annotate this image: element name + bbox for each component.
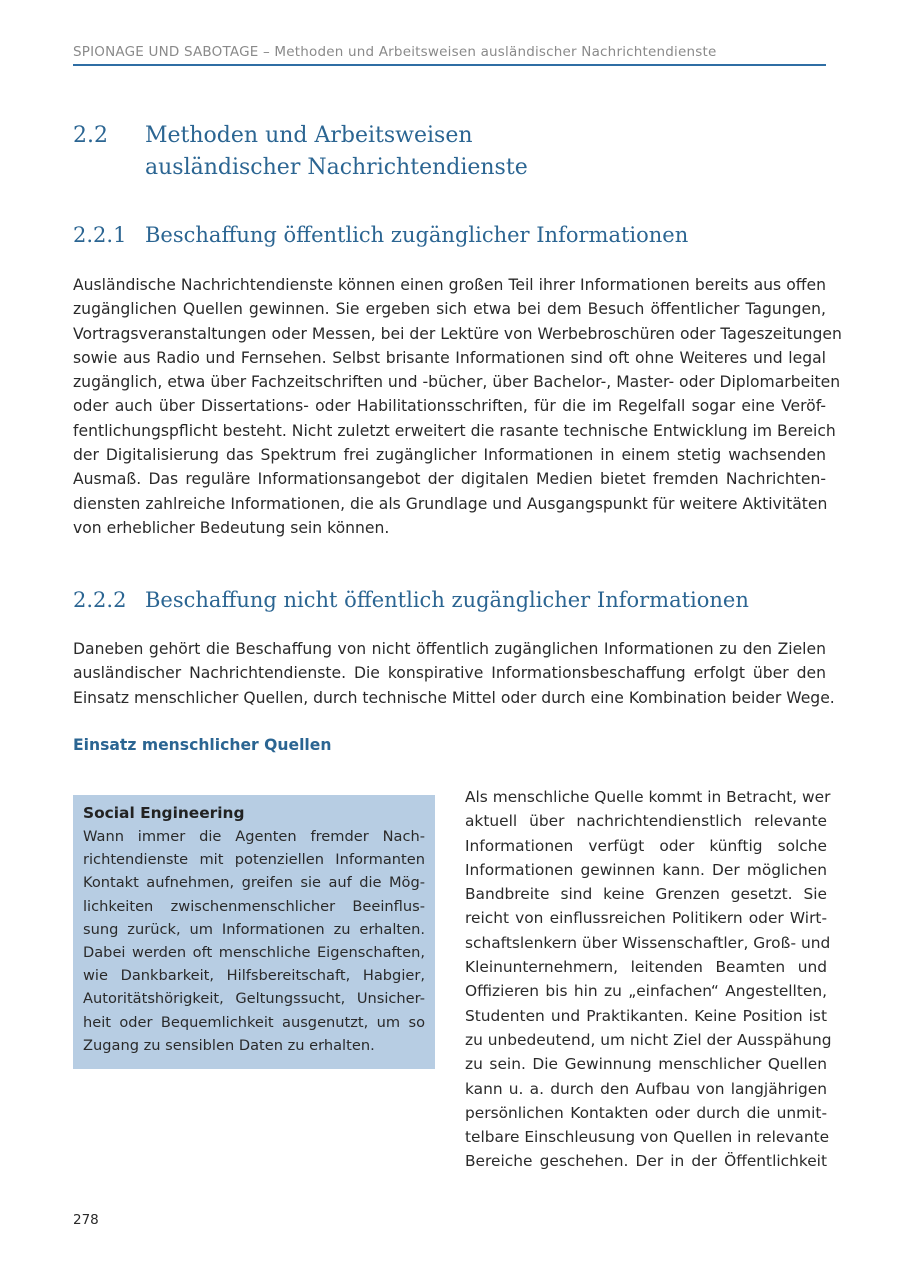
- subsection-title: Beschaffung nicht öffentlich zugänglicher Informationen: [145, 588, 749, 612]
- subsection-number: 2.2.2: [73, 588, 127, 612]
- text-line: von erheblicher Bedeutung sein können.: [73, 518, 390, 537]
- text-line: Studenten und Praktikanten. Keine Position ist: [465, 1006, 827, 1025]
- text-line: fentlichungspflicht besteht. Nicht zuletzt erweitert die rasante technische Entwicklung im Bereich: [73, 421, 836, 440]
- subsection-heading-2: [73, 585, 833, 617]
- text-line: zu sein. Die Gewinnung menschlicher Quellen: [465, 1055, 827, 1074]
- section-title-line: Methoden und Arbeitsweisen: [145, 123, 473, 148]
- text-line: oder auch über Dissertations- oder Habilitationsschriften, für die im Regelfall sogar eine Veröf-: [73, 397, 826, 416]
- text-line: Bereiche geschehen. Der in der Öffentlichkeit: [465, 1152, 827, 1171]
- text-line: zu unbedeutend, um nicht Ziel der Ausspähung: [465, 1030, 832, 1049]
- text-line: Zugang zu sensiblen Daten zu erhalten.: [83, 1036, 375, 1054]
- text-line: zugänglich, etwa über Fachzeitschriften und -bücher, über Bachelor-, Master- oder Diplomarbeiten: [73, 373, 841, 392]
- text-line: schaftslenkern über Wissenschaftler, Groß- und: [465, 933, 831, 952]
- right-column-text: [465, 785, 832, 1174]
- paragraph-public-info: [73, 273, 842, 540]
- text-line: diensten zahlreiche Informationen, die als Grundlage und Ausgangspunkt für weitere Aktivitäten: [73, 494, 828, 513]
- text-line: Vortragsveranstaltungen oder Messen, bei der Lektüre von Werbebroschüren oder Tageszeitungen: [73, 324, 842, 343]
- text-line: reicht von einflussreichen Politikern oder Wirt-: [465, 909, 827, 928]
- text-line: persönlichen Kontakten oder durch die unmit-: [465, 1103, 827, 1122]
- text-line: ausländischer Nachrichtendienste. Die konspirative Informationsbeschaffung erfolgt über den: [73, 664, 826, 683]
- subheading-human-sources: Einsatz menschlicher Quellen: [73, 736, 332, 754]
- text-line: Informationen gewinnen kann. Der möglichen: [465, 860, 827, 879]
- text-line: Dabei werden oft menschliche Eigenschaften,: [83, 944, 425, 962]
- text-line: Ausländische Nachrichtendienste können einen großen Teil ihrer Informationen bereits aus offen: [73, 276, 826, 294]
- text-line: Daneben gehört die Beschaffung von nicht öffentlich zugänglichen Informationen zu den Zielen: [73, 640, 826, 658]
- running-header: SPIONAGE UND SABOTAGE – Methoden und Arbeitsweisen ausländischer Nachrichtendienste: [73, 44, 826, 66]
- text-line: wie Dankbarkeit, Hilfsbereitschaft, Habgier,: [83, 967, 425, 985]
- text-line: Einsatz menschlicher Quellen, durch technische Mittel oder durch eine Kombination beider Wege.: [73, 688, 835, 707]
- text-line: Offizieren bis hin zu „einfachen“ Angestellten,: [465, 982, 827, 1001]
- section-title-line: ausländischer Nachrichtendienste: [145, 155, 528, 180]
- section-title: [145, 120, 528, 184]
- text-line: Bandbreite sind keine Grenzen gesetzt. Sie: [465, 885, 827, 904]
- text-line: Als menschliche Quelle kommt in Betracht, wer: [465, 788, 831, 806]
- subsection-title: Beschaffung öffentlich zugänglicher Informationen: [145, 223, 689, 247]
- text-line: der Digitalisierung das Spektrum frei zugänglicher Informationen in einem stetig wachsenden: [73, 446, 826, 465]
- text-line: richtendienste mit potenziellen Informanten: [83, 851, 425, 869]
- section-number: 2.2: [73, 123, 108, 148]
- text-line: sowie aus Radio und Fernsehen. Selbst brisante Informationen sind oft ohne Weiteres und legal: [73, 348, 826, 367]
- page-number: 278: [73, 1212, 99, 1228]
- text-line: Autoritätshörigkeit, Geltungssucht, Unsicher-: [83, 990, 425, 1008]
- text-line: heit oder Bequemlichkeit ausgenutzt, um so: [83, 1013, 425, 1031]
- text-line: lichkeiten zwischenmenschlicher Beeinflus-: [83, 897, 425, 915]
- text-line: zugänglichen Quellen gewinnen. Sie ergeben sich etwa bei dem Besuch öffentlicher Tagungen,: [73, 300, 826, 319]
- text-line: aktuell über nachrichtendienstlich relevante: [465, 812, 827, 831]
- text-line: Ausmaß. Das reguläre Informationsangebot der digitalen Medien bietet fremden Nachrichten-: [73, 470, 826, 489]
- subsection-heading-1: [73, 220, 833, 252]
- text-line: Informationen verfügt oder künftig solche: [465, 836, 827, 855]
- info-box-social-engineering: [73, 795, 435, 1069]
- text-line: Kleinunternehmern, leitenden Beamten und: [465, 958, 827, 977]
- section-heading: [73, 120, 833, 190]
- text-line: kann u. a. durch den Aufbau von langjährigen: [465, 1079, 827, 1098]
- info-box-title: Social Engineering: [83, 804, 245, 822]
- text-line: Kontakt aufnehmen, greifen sie auf die Mög-: [83, 874, 425, 892]
- subsection-number: 2.2.1: [73, 223, 127, 247]
- text-line: telbare Einschleusung von Quellen in relevante: [465, 1128, 830, 1147]
- text-line: sung zurück, um Informationen zu erhalten.: [83, 920, 425, 938]
- paragraph-nonpublic-info: [73, 637, 835, 710]
- text-line: Wann immer die Agenten fremder Nach-: [83, 828, 425, 845]
